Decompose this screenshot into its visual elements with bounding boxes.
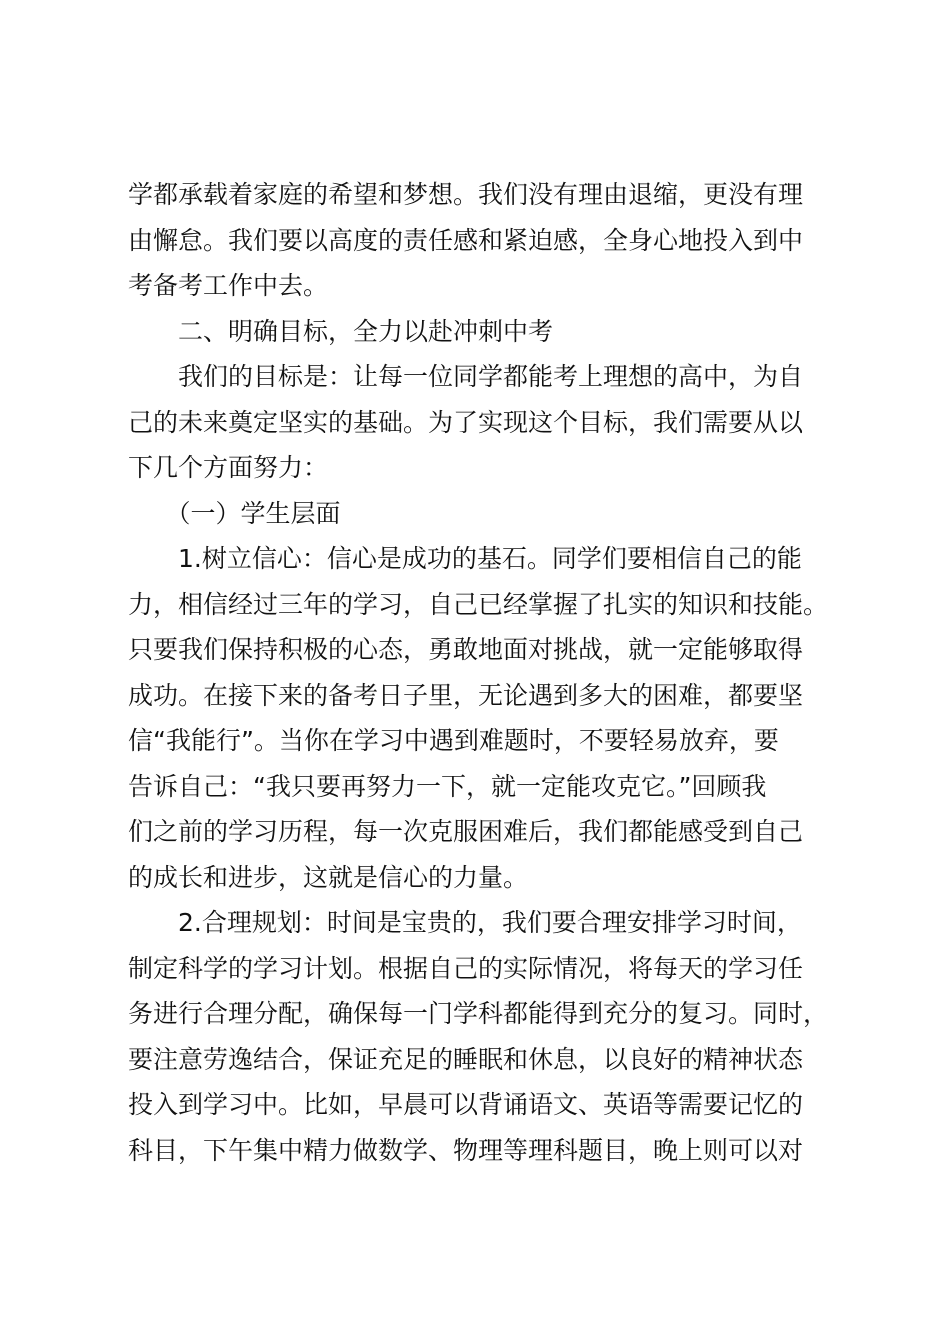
text-line: 只要我们保持积极的心态，勇敢地面对挑战，就一定能够取得 xyxy=(128,635,804,664)
text-line: 学都承载着家庭的希望和梦想。我们没有理由退缩，更没有理 xyxy=(128,180,804,209)
text-line: 己的未来奠定坚实的基础。为了实现这个目标，我们需要从以 xyxy=(128,407,804,437)
text-line: 制定科学的学习计划。根据自己的实际情况，将每天的学习任 xyxy=(128,953,804,983)
text-line: 要注意劳逸结合，保证充足的睡眠和休息，以良好的精神状态 xyxy=(128,1044,804,1074)
text-line: 科目，下午集中精力做数学、物理等理科题目，晚上则可以对 xyxy=(128,1135,804,1165)
text-line: 告诉自己：“我只要再努力一下，就一定能攻克它。”回顾我 xyxy=(128,771,767,801)
document-body xyxy=(128,172,832,1173)
text-line: 的成长和进步，这就是信心的力量。 xyxy=(128,862,529,892)
text-line: 投入到学习中。比如，早晨可以背诵语文、英语等需要记忆的 xyxy=(128,1090,804,1119)
text-line: 下几个方面努力： xyxy=(128,453,329,482)
subsection-heading: （一）学生层面 xyxy=(128,498,341,528)
text-line: 我们的目标是：让每一位同学都能考上理想的高中，为自 xyxy=(128,362,804,391)
text-line: 1.树立信心：信心是成功的基石。同学们要相信自己的能 xyxy=(128,544,802,573)
text-line: 2.合理规划：时间是宝贵的，我们要合理安排学习时间， xyxy=(128,908,802,937)
text-line: 力，相信经过三年的学习，自己已经掌握了扎实的知识和技能。 xyxy=(128,589,829,619)
text-line: 们之前的学习历程，每一次克服困难后，我们都能感受到自己 xyxy=(128,817,804,846)
text-line: 考备考工作中去。 xyxy=(128,271,329,300)
text-line: 信“我能行”。当你在学习中遇到难题时，不要轻易放弃，要 xyxy=(128,726,779,755)
text-line: 成功。在接下来的备考日子里，无论遇到多大的困难，都要坚 xyxy=(128,680,804,710)
section-heading: 二、明确目标，全力以赴冲刺中考 xyxy=(128,316,554,346)
text-line: 由懈怠。我们要以高度的责任感和紧迫感，全身心地投入到中 xyxy=(128,225,804,255)
text-line: 务进行合理分配，确保每一门学科都能得到充分的复习。同时， xyxy=(128,999,829,1028)
